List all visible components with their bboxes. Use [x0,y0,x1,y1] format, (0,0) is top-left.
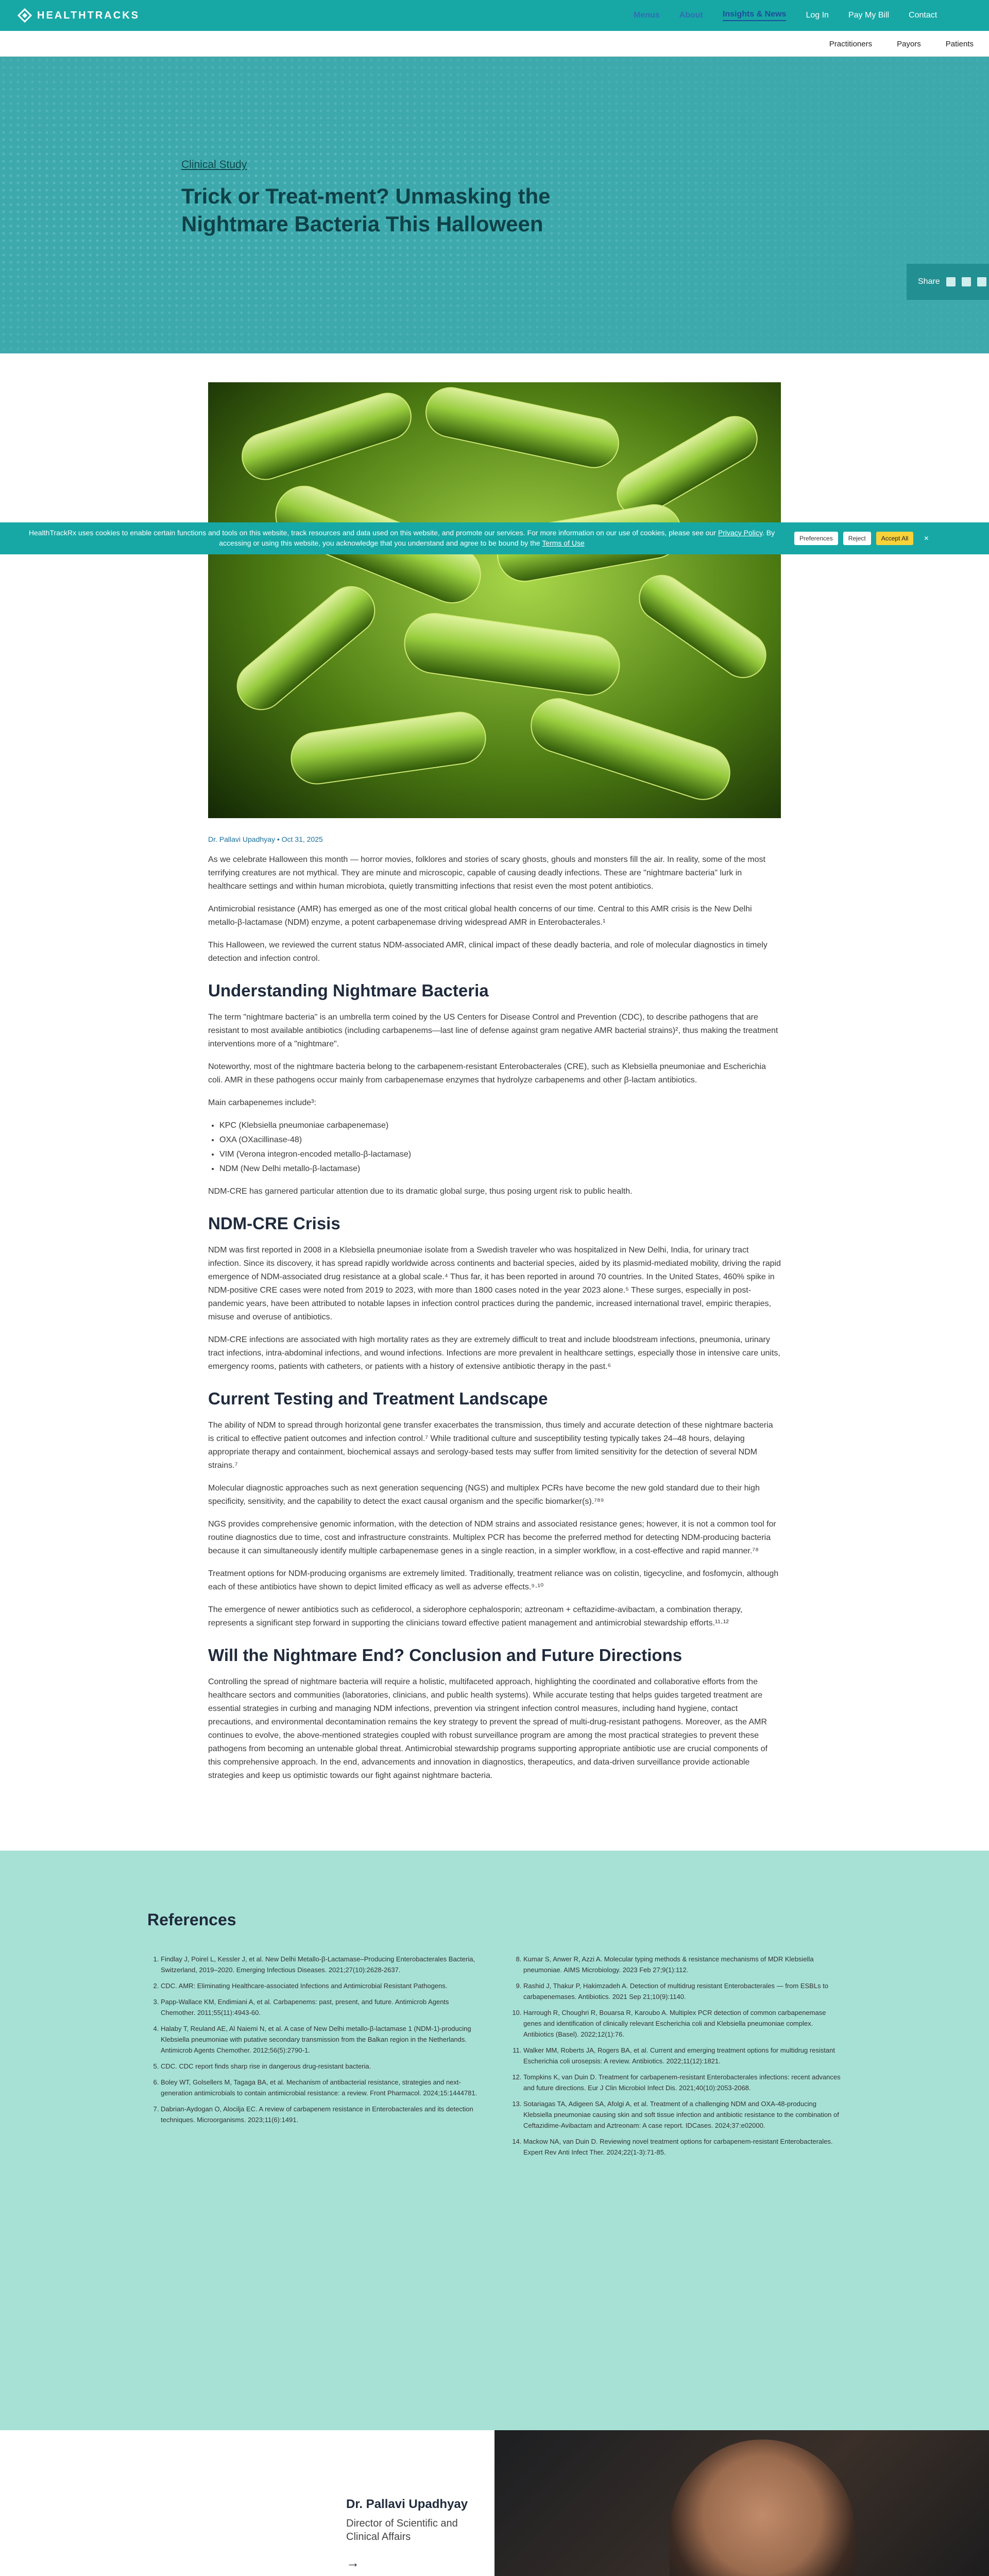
reference-item: 7. Dabrian-Aydogan O, Alocilja EC. A review of carbapenem resistance in Enterobacterales and its detection techniques. Microorganisms. 2023;11(6):1491. [161,2104,479,2125]
paragraph: NGS provides comprehensive genomic information, with the detection of NDM strains and associated resistance genes; however, it is not a common tool for routine diagnostics due to time, cost and infrastructure constraints. Multiplex PCR has become the preferred method for detecting NDM-producing bacteria because it can simultaneously identify multiple carbapenemase genes in a single reaction, in a simpler workflow, in a cost-effective and rapid manner.⁷⁸ [208,1520,776,1555]
reference-item: 8. Kumar S, Anwer R, Azzi A. Molecular typing methods & resistance mechanisms of MDR Klebsiella pneumoniae. AIMS Microbiology. 2023 Feb 27;9(1):112. [523,1954,842,1975]
references-list-right [510,1954,842,2158]
top-navigation-bar [0,0,989,31]
nav-log-in[interactable]: Log In [806,11,829,20]
cookie-accept-button[interactable]: Accept All [876,532,914,545]
paragraph: NDM was first reported in 2008 in a Klebsiella pneumoniae isolate from a Swedish traveler who was hospitalized in New Delhi, India, for urinary tract infection. Since its discovery, it has spread rapidly worldwide across continents and bacterial species, aided by its plasmid-mediated mobility, driving the rapid emergence of NDM-associated drug resistance at a global scale.⁴ Thus far, it has been reported in around 70 countries. In the United States, 460% spike in NDM-positive CRE cases were noted from 2019 to 2023, with more than 1800 cases noted in the year 2023 alone.⁵ These surges, especially in post-pandemic years, have been attributed to notable lapses in infection control practices during the pandemic, increased international travel, empiric therapies, misuse and overuse of antibiotics. [208,1246,781,1321]
paragraph: This Halloween, we reviewed the current status NDM-associated AMR, clinical impact of these deadly bacteria, and role of molecular diagnostics in timely detection and infection control. [208,941,768,963]
list-item: • KPC (Klebsiella pneumoniae carbapenemase) [219,1119,781,1132]
reference-item: 3. Papp-Wallace KM, Endimiani A, et al. Carbapenems: past, present, and future. Antimicrob Agents Chemother. 2011;55(11):4943-60. [161,1996,479,2018]
paragraph: Molecular diagnostic approaches such as next generation sequencing (NGS) and multiplex PCRs have become the new gold standard due to their high specificity, sensitivity, and the capability to detect the exact causal organism and the specific biomarker(s).⁷⁸⁹ [208,1484,760,1506]
references-section [0,1851,989,2430]
share-label: Share [918,277,940,286]
paragraph: Controlling the spread of nightmare bacteria will require a holistic, multifaceted approach, highlighting the coordinated and collaborative efforts from the healthcare sectors and communities (laboratories, clinicians, and public health systems). While accurate testing that helps guides targeted treatment are essential strategies in curbing and managing NDM infections, prevention via stringent infection control measures, including hand hygiene, contact precautions, and environmental decontamination remains the key strategy to prevent the spread of multi-drug-resistant pathogens. Moreover, as the AMR continues to evolve, the above-mentioned strategies coupled with robust surveillance program are among the most practical strategies to prevent these pathogens from becoming an untenable global threat. Antimicrobial stewardship programs supporting appropriate antibiotic use are crucial components of this comprehensive approach. In the end, advancements and innovation in diagnostics, therapeutics, and data-driven surveillance provide actionable strategies and keep us optimistic towards our fight against nightmare bacteria. [208,1677,768,1780]
reference-item: 5. CDC. CDC report finds sharp rise in dangerous drug-resistant bacteria. [161,2061,479,2072]
subnav-payors[interactable]: Payors [897,39,921,48]
paragraph: Treatment options for NDM-producing organisms are extremely limited. Traditionally, treatment reliance was on colistin, tigecycline, and fosfomycin, although each of these antibiotics have shown to depict limited efficacy as well as adverse effects.⁹·¹⁰ [208,1569,779,1591]
author-card [0,2430,989,2576]
subnav-patients[interactable]: Patients [945,39,974,48]
reference-item: 2. CDC. AMR: Eliminating Healthcare-associated Infections and Antimicrobial Resistant Pathogens. [161,1980,479,1991]
list-item: • OXA (OXacillinase-48) [219,1133,781,1147]
list-item: • NDM (New Delhi metallo-β-lactamase) [219,1162,781,1176]
reference-item: 9. Rashid J, Thakur P, Hakimzadeh A. Detection of multidrug resistant Enterobacterales — from ESBLs to carbapenemases. Antibiotics. 2021 Sep 21;10(9):1140. [523,1980,842,2002]
section-heading: Current Testing and Treatment Landscape [208,1389,548,1408]
reference-item: 12. Tompkins K, van Duin D. Treatment for carbapenem-resistant Enterobacterales infections: recent advances and future directions. Eur J Clin Microbiol Infect Dis. 2021;40(10):2053-2068. [523,2072,842,2093]
section-heading: Will the Nightmare End? Conclusion and Future Directions [208,1646,683,1665]
paragraph: NDM-CRE has garnered particular attention due to its dramatic global surge, thus posing urgent risk to public health. [208,1187,633,1196]
paragraph: The ability of NDM to spread through horizontal gene transfer exacerbates the transmission, thus timely and accurate detection of these nightmare bacteria is critical to effective patient outcomes and infection control.⁷ While traditional culture and susceptibility testing typically takes 24–48 hours, delaying appropriate therapy and containment, biochemical assays and serology-based tests may suffer from limited sensitivity for the detection of several NDM strains.⁷ [208,1421,773,1470]
paragraph: Noteworthy, most of the nightmare bacteria belong to the carbapenem-resistant Enterobacterales (CRE), such as Klebsiella pneumoniae and Escherichia coli. AMR in these pathogens occur mainly from carbapenemase enzymes that hydrolyze carbapenems and other β-lactam antibiotics. [208,1062,766,1084]
reference-item: 1. Findlay J, Poirel L, Kessler J, et al. New Delhi Metallo-β-Lactamase–Producing Enterobacterales Bacteria, Switzerland, 2019–2020. Emerging Infectious Diseases. 2021;27(10):2628-2637. [161,1954,479,1975]
paragraph: NDM-CRE infections are associated with high mortality rates as they are extremely difficult to treat and include bloodstream infections, pneumonia, urinary tract infections, intra-abdominal infections, and wound infections. Infections are more prevalent in healthcare settings, especially those in intensive care units, emergency rooms, patients with catheters, or patients with a history of extensive antibiotic therapy in the past.⁶ [208,1335,780,1371]
cookie-preferences-button[interactable]: Preferences [794,532,838,545]
bacteria-illustration [208,382,781,818]
nav-contact[interactable]: Contact [909,11,937,20]
reference-item: 14. Mackow NA, van Duin D. Reviewing novel treatment options for carbapenem-resistant Enterobacterales. Expert Rev Anti Infect Ther. 2024;22(1-3):71-85. [523,2136,842,2158]
linkedin-share-icon[interactable] [977,277,986,286]
paragraph: Main carbapenemes include³: [208,1098,316,1107]
reference-item: 6. Boley WT, Golsellers M, Tagaga BA, et al. Mechanism of antibacterial resistance, strategies and next-generation antimicrobials to contain antimicrobial resistance: a review. Front Pharmacol. 2024;15:1444781. [161,2077,479,2098]
references-list-left [147,1954,479,2125]
carbapenemase-list [219,1119,781,1176]
cookie-reject-button[interactable]: Reject [843,532,871,545]
audience-bar [0,31,989,57]
paragraph: Antimicrobial resistance (AMR) has emerged as one of the most critical global health concerns of our time. Central to this AMR crisis is the New Delhi metallo-β-lactamase (NDM) enzyme, a potent carbapenemase driving widespread AMR in Enterobacterales.¹ [208,905,752,927]
reference-item: 11. Walker MM, Roberts JA, Rogers BA, et al. Current and emerging treatment options for multidrug resistant Escherichia coli urosepsis: A review. Antibiotics. 2022;11(12):1821. [523,2045,842,2066]
section-heading: Understanding Nightmare Bacteria [208,981,489,1000]
author-name: Dr. Pallavi Upadhyay [346,2497,468,2511]
brand-logo[interactable] [18,8,140,23]
section-heading: NDM-CRE Crisis [208,1214,340,1233]
references-title: References [147,1910,236,1929]
nav-menus[interactable]: Menus [634,11,660,20]
brand-name: HEALTHTRACKS [37,9,140,21]
logo-icon [18,8,32,23]
author-role: Director of Scientific and Clinical Affairs [346,2518,458,2543]
main-nav [634,0,957,31]
facebook-share-icon[interactable] [962,277,971,286]
list-item: • VIM (Verona integron-encoded metallo-β-lactamase) [219,1148,781,1161]
subnav-practitioners[interactable]: Practitioners [829,39,873,48]
paragraph: The term "nightmare bacteria" is an umbrella term coined by the US Centers for Disease Control and Prevention (CDC), to describe pathogens that are resistant to most available antibiotics (including carbapenems—last line of defense against gram negative AMR bacterial strains)², thus making the treatment interventions more of a "nightmare". [208,1013,778,1048]
reference-item: 13. Sotariagas TA, Adigeen SA, Afolgi A, et al. Treatment of a challenging NDM and OXA-48-producing Klebsiella pneumoniae causing skin and soft tissue infection and antibiotic resistance to the combination of Ceftazidime-Avibactam and Aztreonam: A case report. IDCases. 2024;37:e02000. [523,2098,842,2131]
reference-item: 10. Harrough R, Choughri R, Bouarsa R, Karoubo A. Multiplex PCR detection of common carbapenemase genes and identification of clinically relevant Escherichia coli and Klebsiella pneumoniae complex. Antibiotics (Basel). 2022;12(1):76. [523,2007,842,2040]
article-hero-image [208,382,781,818]
article-body [208,833,781,1792]
nav-about[interactable]: About [679,11,703,20]
close-icon[interactable]: ✕ [924,535,929,542]
nav-pay-bill[interactable]: Pay My Bill [848,11,890,20]
page-title: Trick or Treat-ment? Unmasking the Nightmare Bacteria This Halloween [181,184,551,236]
cookie-text: HealthTrackRx uses cookies to enable certain functions and tools on this website, track resources and data used on this website, and promote our services. For more information on our use of cookies, please see our Privacy Policy. By accessing or using this website, you acknowledge that you understand and agree to be bound by the Terms of Use [28,529,775,547]
article-byline: Dr. Pallavi Upadhyay • Oct 31, 2025 [208,835,323,843]
hero-banner [0,57,989,353]
share-bar [907,264,989,300]
email-share-icon[interactable] [946,277,956,286]
author-photo [494,2430,989,2576]
reference-item: 4. Halaby T, Reuland AE, Al Naiemi N, et al. A case of New Delhi metallo-β-lactamase 1 (NDM-1)-producing Klebsiella pneumoniae with putative secondary transmission from the Balkan region in the Netherlands. Antimicrob Agents Chemother. 2012;56(5):2790-1. [161,2023,479,2056]
paragraph: As we celebrate Halloween this month — horror movies, folklores and stories of scary ghosts, ghouls and monsters fill the air. In reality, some of the most terrifying creatures are not mythical. They are minute and microscopic, capable of causing deadly infections. These are "nightmare bacteria" lurk in healthcare settings and within human microbiota, quietly transmitting infections that resist even the most potent antibiotics. [208,855,765,891]
author-portrait [670,2439,855,2576]
paragraph: The emergence of newer antibiotics such as cefiderocol, a siderophore cephalosporin; aztreonam + ceftazidime-avibactam, a combination therapy, represents a significant step forward in supporting the clinicians toward effective patient management and antimicrobial stewardship efforts.¹¹·¹² [208,1605,743,1628]
cookie-banner [0,522,989,554]
privacy-policy-link[interactable]: Privacy Policy [718,529,762,537]
nav-insights-news[interactable]: Insights & News [723,10,787,21]
article-category-link[interactable]: Clinical Study [181,159,247,171]
author-arrow-icon[interactable]: → [346,2555,360,2570]
terms-of-use-link[interactable]: Terms of Use [542,539,585,547]
